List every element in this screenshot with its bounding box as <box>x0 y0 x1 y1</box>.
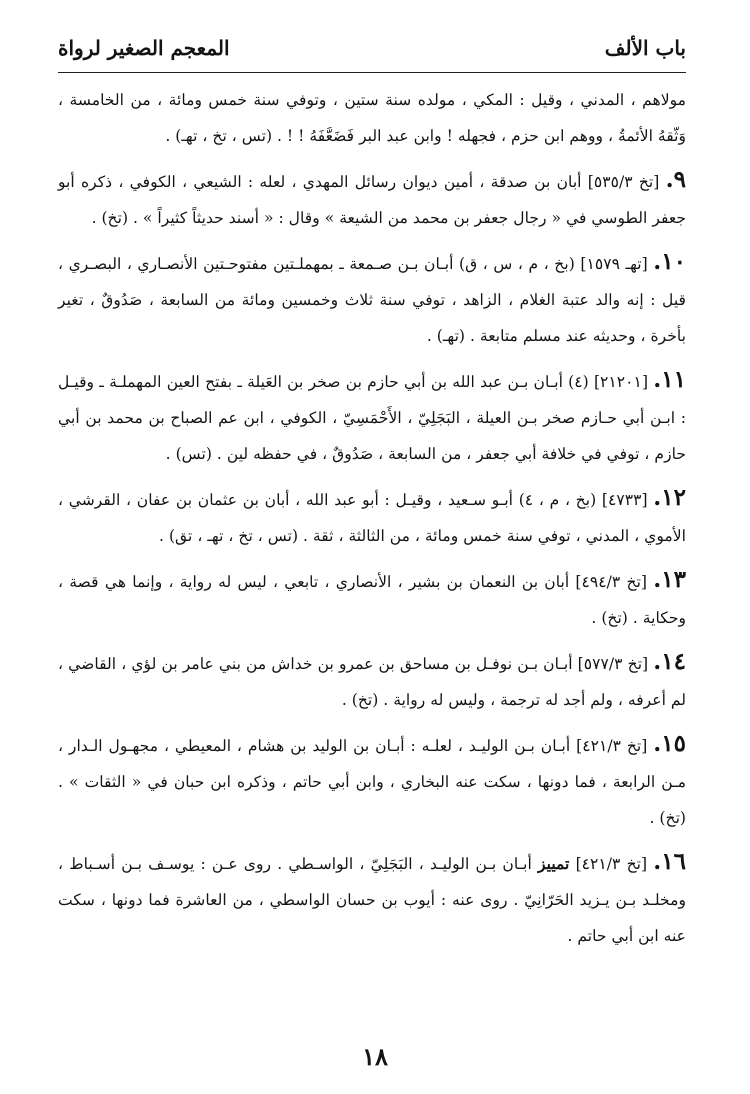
entry-text: [تخ ٤٩٤/٣] أبان بن النعمان بن بشير ، الأنصاري ، تابعي ، ليس له رواية ، وإنما هي قصة ، وحكاية . (تخ) . <box>58 573 686 627</box>
entry-16 <box>58 844 686 954</box>
entry-14 <box>58 644 686 718</box>
entry-11 <box>58 362 686 472</box>
page-number: ١٨ <box>362 1042 388 1071</box>
entry-text: [تخ ٤٢١/٣] أبـان بـن الوليـد ، لعلـه : أبـان بن الوليد بن هشام ، المعيطي ، مجهـول الـدار ، مـن الرابعة ، فما دونها ، سكت عنه البخاري ، وابن أبي حاتم ، وذكره ابن حبان في « الثقات » . (تخ) . <box>58 737 686 827</box>
disambiguation-tag: تمييز <box>538 854 570 873</box>
entry-number: ١٦. <box>653 848 686 875</box>
book-title: المعجم الصغير لرواة <box>58 36 230 60</box>
continued-entry-text: مولاهم ، المدني ، وقيل : المكي ، مولده سنة ستين ، وتوفي سنة خمس ومائة ، من الخامسة ، وَثّقهُ الأئمةُ ، ووهم ابن حزم ، فجهله ! وابن عبد البر فَضَعَّفَهُ ! ! . (تس ، تخ ، تهـ) . <box>58 91 686 145</box>
entry-text: [تخ ٥٣٥/٣] أبان بن صدقة ، أمين ديوان رسائل المهدي ، لعله : الشيعي ، الكوفي ، ذكره أبو جعفر الطوسي في « رجال جعفر بن محمد من الشيعة » وقال : « أسند حديثاً كثيراً » . (تخ) . <box>58 173 686 227</box>
entry-list <box>58 82 686 962</box>
entry-15 <box>58 726 686 836</box>
entry-text: [٢١٢٠١] (٤) أبـان بـن عبد الله بن أبي حازم بن صخر بن العَيلة ـ بفتح العين المهملـة ـ وقيـل : ابـن أبي حـازم صخر بـن العيلة ، البَجَلِيّ ، الأَحْمَسِيّ ، الكوفي ، ابن عم الصباح بن محمد بن أبي حازم ، توفي في خلافة أبي جعفر ، من السابعة ، صَدُوقٌ ، في حفظه لين . (تس) . <box>58 373 686 463</box>
running-header <box>58 30 686 70</box>
entry-number: ١٢. <box>653 484 686 511</box>
entry-number: ٩. <box>665 166 686 193</box>
entry-13 <box>58 562 686 636</box>
entry-12 <box>58 480 686 554</box>
chapter-title: باب الألف <box>604 36 686 60</box>
entry-9 <box>58 162 686 236</box>
entry-text: [تهـ ١٥٧٩] (بخ ، م ، س ، ق) أبـان بـن صـمعة ـ بمهملـتين مفتوحـتين الأنصـاري ، البصـري ، قيل : إنه والد عتبة الغلام ، الزاهد ، توفي سنة ثلاث وخمسين ومائة من السابعة ، صَدُوقٌ ، تغير بأخرة ، وحديثه عند مسلم متابعة . (تهـ) . <box>58 255 686 345</box>
entry-text: أبـان بـن الوليـد ، البَجَلِيّ ، الواسـطي . روى عـن : يوسـف بـن أسـباط ، ومخلـد بـن يـزيد الحَرّانِيّ . روى عنه : أيوب بن حسان الواسطي ، من العاشرة فما دونها ، سكت عنه ابن أبي حاتم . <box>58 855 686 945</box>
entry-number: ١٠. <box>653 248 686 275</box>
entry-number: ١٥. <box>653 730 686 757</box>
entry-number: ١١. <box>653 366 686 393</box>
header-divider <box>58 72 686 73</box>
entry-text: [٤٧٣٣] (بخ ، م ، ٤) أبـو سـعيد ، وقيـل : أبو عبد الله ، أبان بن عثمان بن عفان ، القرشي ، الأموي ، المدني ، توفي سنة خمس ومائة ، من الثالثة ، ثقة . (تس ، تخ ، تهـ ، تق) . <box>58 491 686 545</box>
entry-number: ١٤. <box>653 648 686 675</box>
entry-10 <box>58 244 686 354</box>
entry-text: [تخ ٥٧٧/٣] أبـان بـن نوفـل بن مساحق بن عمرو بن خداش من بني عامر بن لؤي ، القاضي ، لم أعرفه ، ولم أجد له ترجمة ، وليس له رواية . (تخ) . <box>58 655 686 709</box>
entry-number: ١٣. <box>653 566 686 593</box>
entry-source-ref: [تخ ٤٢١/٣] <box>575 855 648 873</box>
